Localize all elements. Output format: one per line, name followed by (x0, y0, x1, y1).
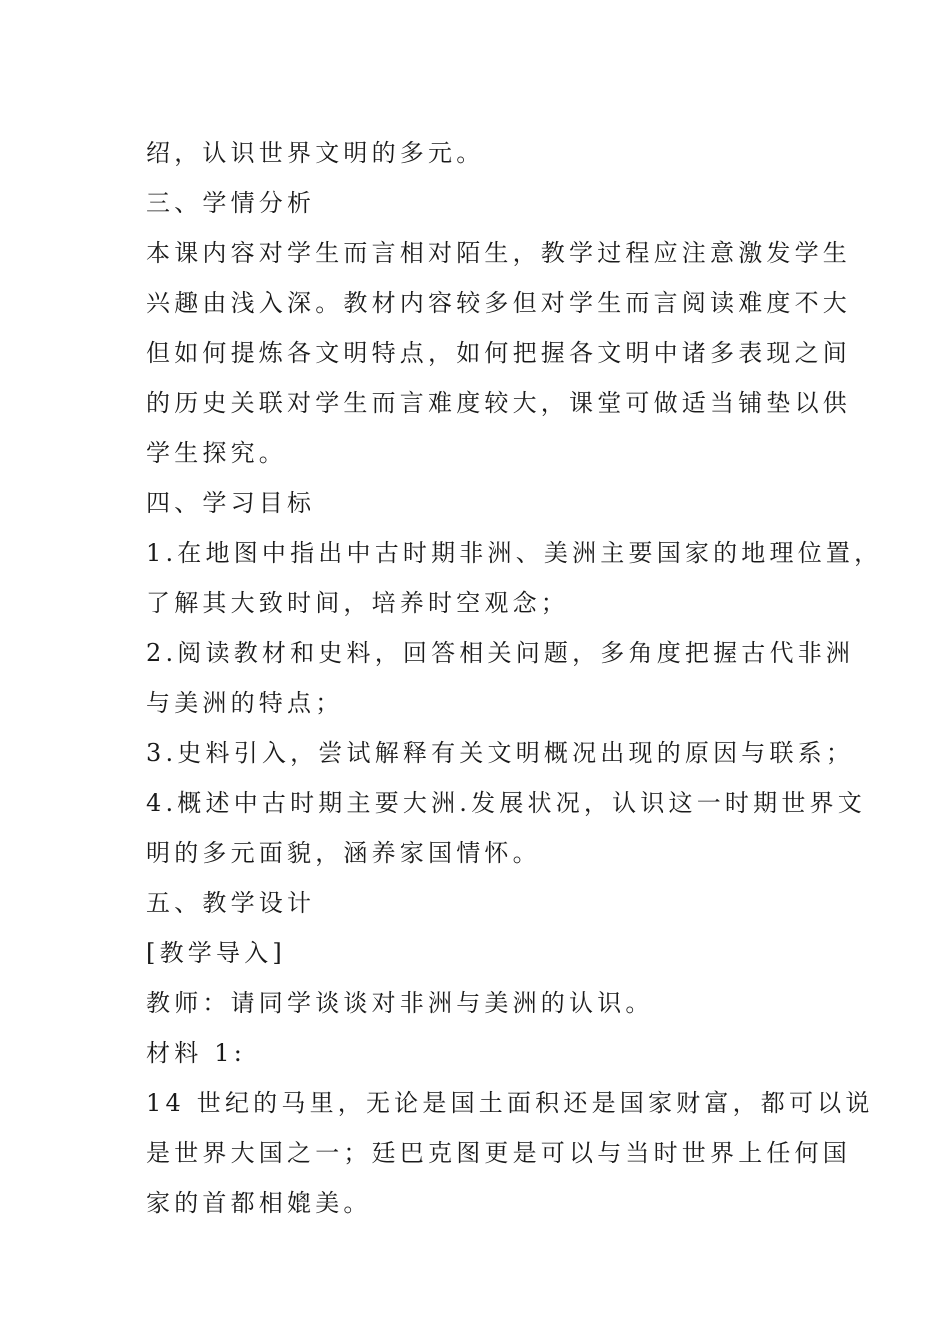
paragraph-line: 教师：请同学谈谈对非洲与美洲的认识。 (146, 989, 654, 1017)
objective-line: 4.概述中古时期主要大洲.发展状况，认识这一时期世界文 (146, 789, 866, 817)
paragraph-line: 的历史关联对学生而言难度较大，课堂可做适当铺垫以供 (146, 389, 851, 417)
document-body (146, 128, 883, 1228)
paragraph-line: 绍，认识世界文明的多元。 (146, 139, 485, 167)
paragraph-line: 家的首都相媲美。 (146, 1189, 372, 1217)
section-heading-teaching-design: 五、教学设计 (146, 889, 316, 917)
subheading-introduction: [教学导入] (146, 939, 286, 967)
objective-line: 1.在地图中指出中古时期非洲、美洲主要国家的地理位置， (146, 539, 883, 567)
objective-line: 与美洲的特点； (146, 689, 344, 717)
section-heading-learning-objectives: 四、学习目标 (146, 489, 316, 517)
objective-line: 明的多元面貌，涵养家国情怀。 (146, 839, 541, 867)
objective-line: 3.史料引入，尝试解释有关文明概况出现的原因与联系； (146, 739, 855, 767)
paragraph-line: 兴趣由浅入深。教材内容较多但对学生而言阅读难度不大 (146, 289, 851, 317)
paragraph-line: 是世界大国之一；廷巴克图更是可以与当时世界上任何国 (146, 1139, 851, 1167)
objective-line: 了解其大致时间，培养时空观念； (146, 589, 569, 617)
section-heading-learning-analysis: 三、学情分析 (146, 189, 316, 217)
paragraph-line: 本课内容对学生而言相对陌生，教学过程应注意激发学生 (146, 239, 851, 267)
paragraph-line: 但如何提炼各文明特点，如何把握各文明中诸多表现之间 (146, 339, 851, 367)
material-label: 材料 1: (146, 1039, 246, 1067)
paragraph-line: 14 世纪的马里，无论是国土面积还是国家财富，都可以说 (146, 1089, 874, 1117)
objective-line: 2.阅读教材和史料，回答相关问题，多角度把握古代非洲 (146, 639, 855, 667)
paragraph-line: 学生探究。 (146, 439, 287, 467)
